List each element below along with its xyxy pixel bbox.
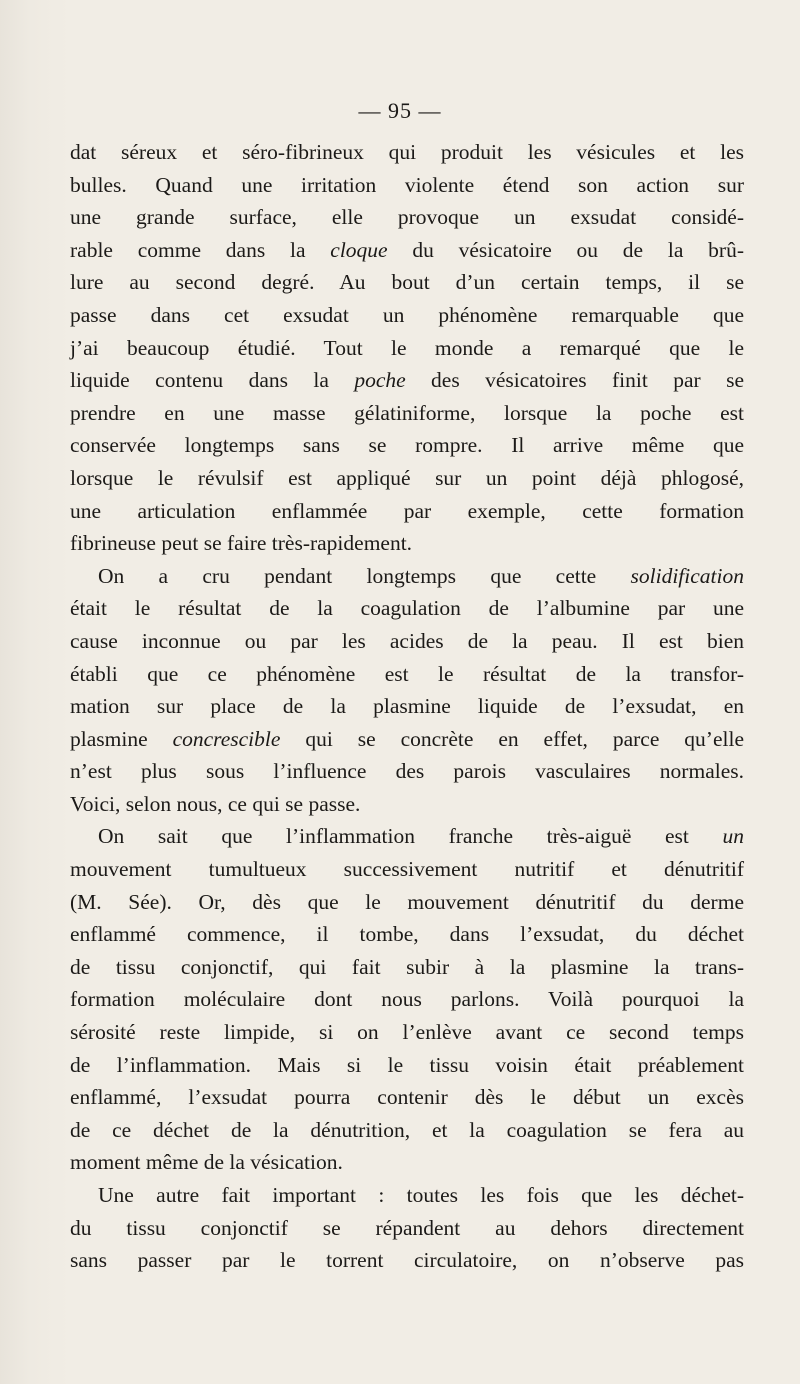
text-run: passe dans cet exsudat un phénomène remarquable que <box>70 302 744 327</box>
text-run: des vésicatoires finit par se <box>405 368 744 393</box>
text-run: du vésicatoire ou de la brû- <box>387 237 744 262</box>
text-run: Voici, selon nous, ce qui se passe. <box>70 791 361 816</box>
text-line <box>70 592 744 625</box>
text-line <box>70 658 744 691</box>
text-line <box>70 266 744 299</box>
text-run: moment même de la vésication. <box>70 1150 343 1175</box>
text-line <box>70 364 744 397</box>
text-line <box>70 1049 744 1082</box>
text-run: dat séreux et séro-fibrineux qui produit les vésicules et les <box>70 140 744 164</box>
text-run: mation sur place de la plasmine liquide de l’exsudat, en <box>70 694 744 719</box>
text-run: On a cru pendant longtemps que cette <box>98 563 631 588</box>
text-line <box>70 886 744 919</box>
text-line <box>70 136 744 169</box>
text-line <box>70 495 744 528</box>
text-run: Une autre fait important : toutes les fois que les déchet- <box>98 1183 744 1207</box>
text-run: une grande surface, elle provoque un exsudat considé- <box>70 205 744 230</box>
text-run: cause inconnue ou par les acides de la peau. Il est bien <box>70 628 744 653</box>
text-run: sérosité reste limpide, si on l’enlève avant ce second temps <box>70 1020 744 1045</box>
italic-text: poche <box>354 368 406 393</box>
italic-text: un <box>722 824 744 849</box>
text-run: mouvement tumultueux successivement nutritif et dénutritif <box>70 857 744 882</box>
text-line <box>70 1212 744 1245</box>
italic-text: cloque <box>330 237 388 262</box>
text-line <box>70 462 744 495</box>
text-line <box>70 788 744 821</box>
text-run: qui se concrète en effet, parce qu’elle <box>280 726 745 751</box>
text-line <box>70 527 744 560</box>
text-line <box>70 1114 744 1147</box>
text-run: j’ai beaucoup étudié. Tout le monde a remarqué que le <box>70 335 744 360</box>
text-run: liquide contenu dans la <box>70 368 355 393</box>
text-run: enflammé, l’exsudat pourra contenir dès le début un excès <box>70 1085 744 1110</box>
text-line <box>70 853 744 886</box>
text-run: bulles. Quand une irritation violente étend son action sur <box>70 172 744 197</box>
text-run: On sait que l’inflammation franche très-aiguë est <box>98 824 723 849</box>
text-line <box>70 397 744 430</box>
text-run: fibrineuse peut se faire très-rapidement. <box>70 531 413 556</box>
text-line <box>70 690 744 723</box>
text-run: de tissu conjonctif, qui fait subir à la plasmine la trans- <box>70 954 744 979</box>
italic-text: solidification <box>630 563 744 588</box>
text-run: sans passer par le torrent circulatoire, on n’observe pas <box>70 1248 744 1273</box>
text-run: lure au second degré. Au bout d’un certain temps, il se <box>70 270 744 295</box>
text-line <box>70 625 744 658</box>
text-run: lorsque le révulsif est appliqué sur un point déjà phlogosé, <box>70 465 744 490</box>
text-line <box>70 201 744 234</box>
text-run: conservée longtemps sans se rompre. Il arrive même que <box>70 433 744 458</box>
text-run: une articulation enflammée par exemple, cette formation <box>70 498 744 523</box>
text-line <box>70 723 744 756</box>
italic-text: concrescible <box>172 726 281 751</box>
text-run: de ce déchet de la dénutrition, et la coagulation se fera au <box>70 1117 744 1142</box>
text-run: rable comme dans la <box>70 237 331 262</box>
text-run: était le résultat de la coagulation de l’albumine par une <box>70 596 744 621</box>
text-line <box>70 332 744 365</box>
text-line <box>70 1016 744 1049</box>
text-run: (M. Sée). Or, dès que le mouvement dénutritif du derme <box>70 889 744 914</box>
text-line <box>70 1081 744 1114</box>
body-text <box>70 136 744 1277</box>
text-run: prendre en une masse gélatiniforme, lorsque la poche est <box>70 400 744 425</box>
text-run: établi que ce phénomène est le résultat de la transfor- <box>70 661 744 686</box>
text-line <box>70 560 744 593</box>
text-line <box>70 820 744 853</box>
text-run: plasmine <box>70 726 173 751</box>
text-run: du tissu conjonctif se répandent au dehors directement <box>70 1215 744 1240</box>
text-run: de l’inflammation. Mais si le tissu voisin était préablement <box>70 1052 744 1077</box>
text-line <box>70 429 744 462</box>
text-run: enflammé commence, il tombe, dans l’exsudat, du déchet <box>70 922 744 947</box>
text-line <box>70 1146 744 1179</box>
text-run: formation moléculaire dont nous parlons. Voilà pourquoi la <box>70 987 744 1012</box>
text-line <box>70 169 744 202</box>
text-line <box>70 299 744 332</box>
text-run: n’est plus sous l’influence des parois vasculaires normales. <box>70 759 744 784</box>
text-line <box>70 234 744 267</box>
text-line <box>70 755 744 788</box>
text-line <box>70 1179 744 1212</box>
text-line <box>70 983 744 1016</box>
text-line <box>70 918 744 951</box>
text-line <box>70 951 744 984</box>
text-line <box>70 1244 744 1277</box>
page-number: — 95 — <box>358 98 442 123</box>
